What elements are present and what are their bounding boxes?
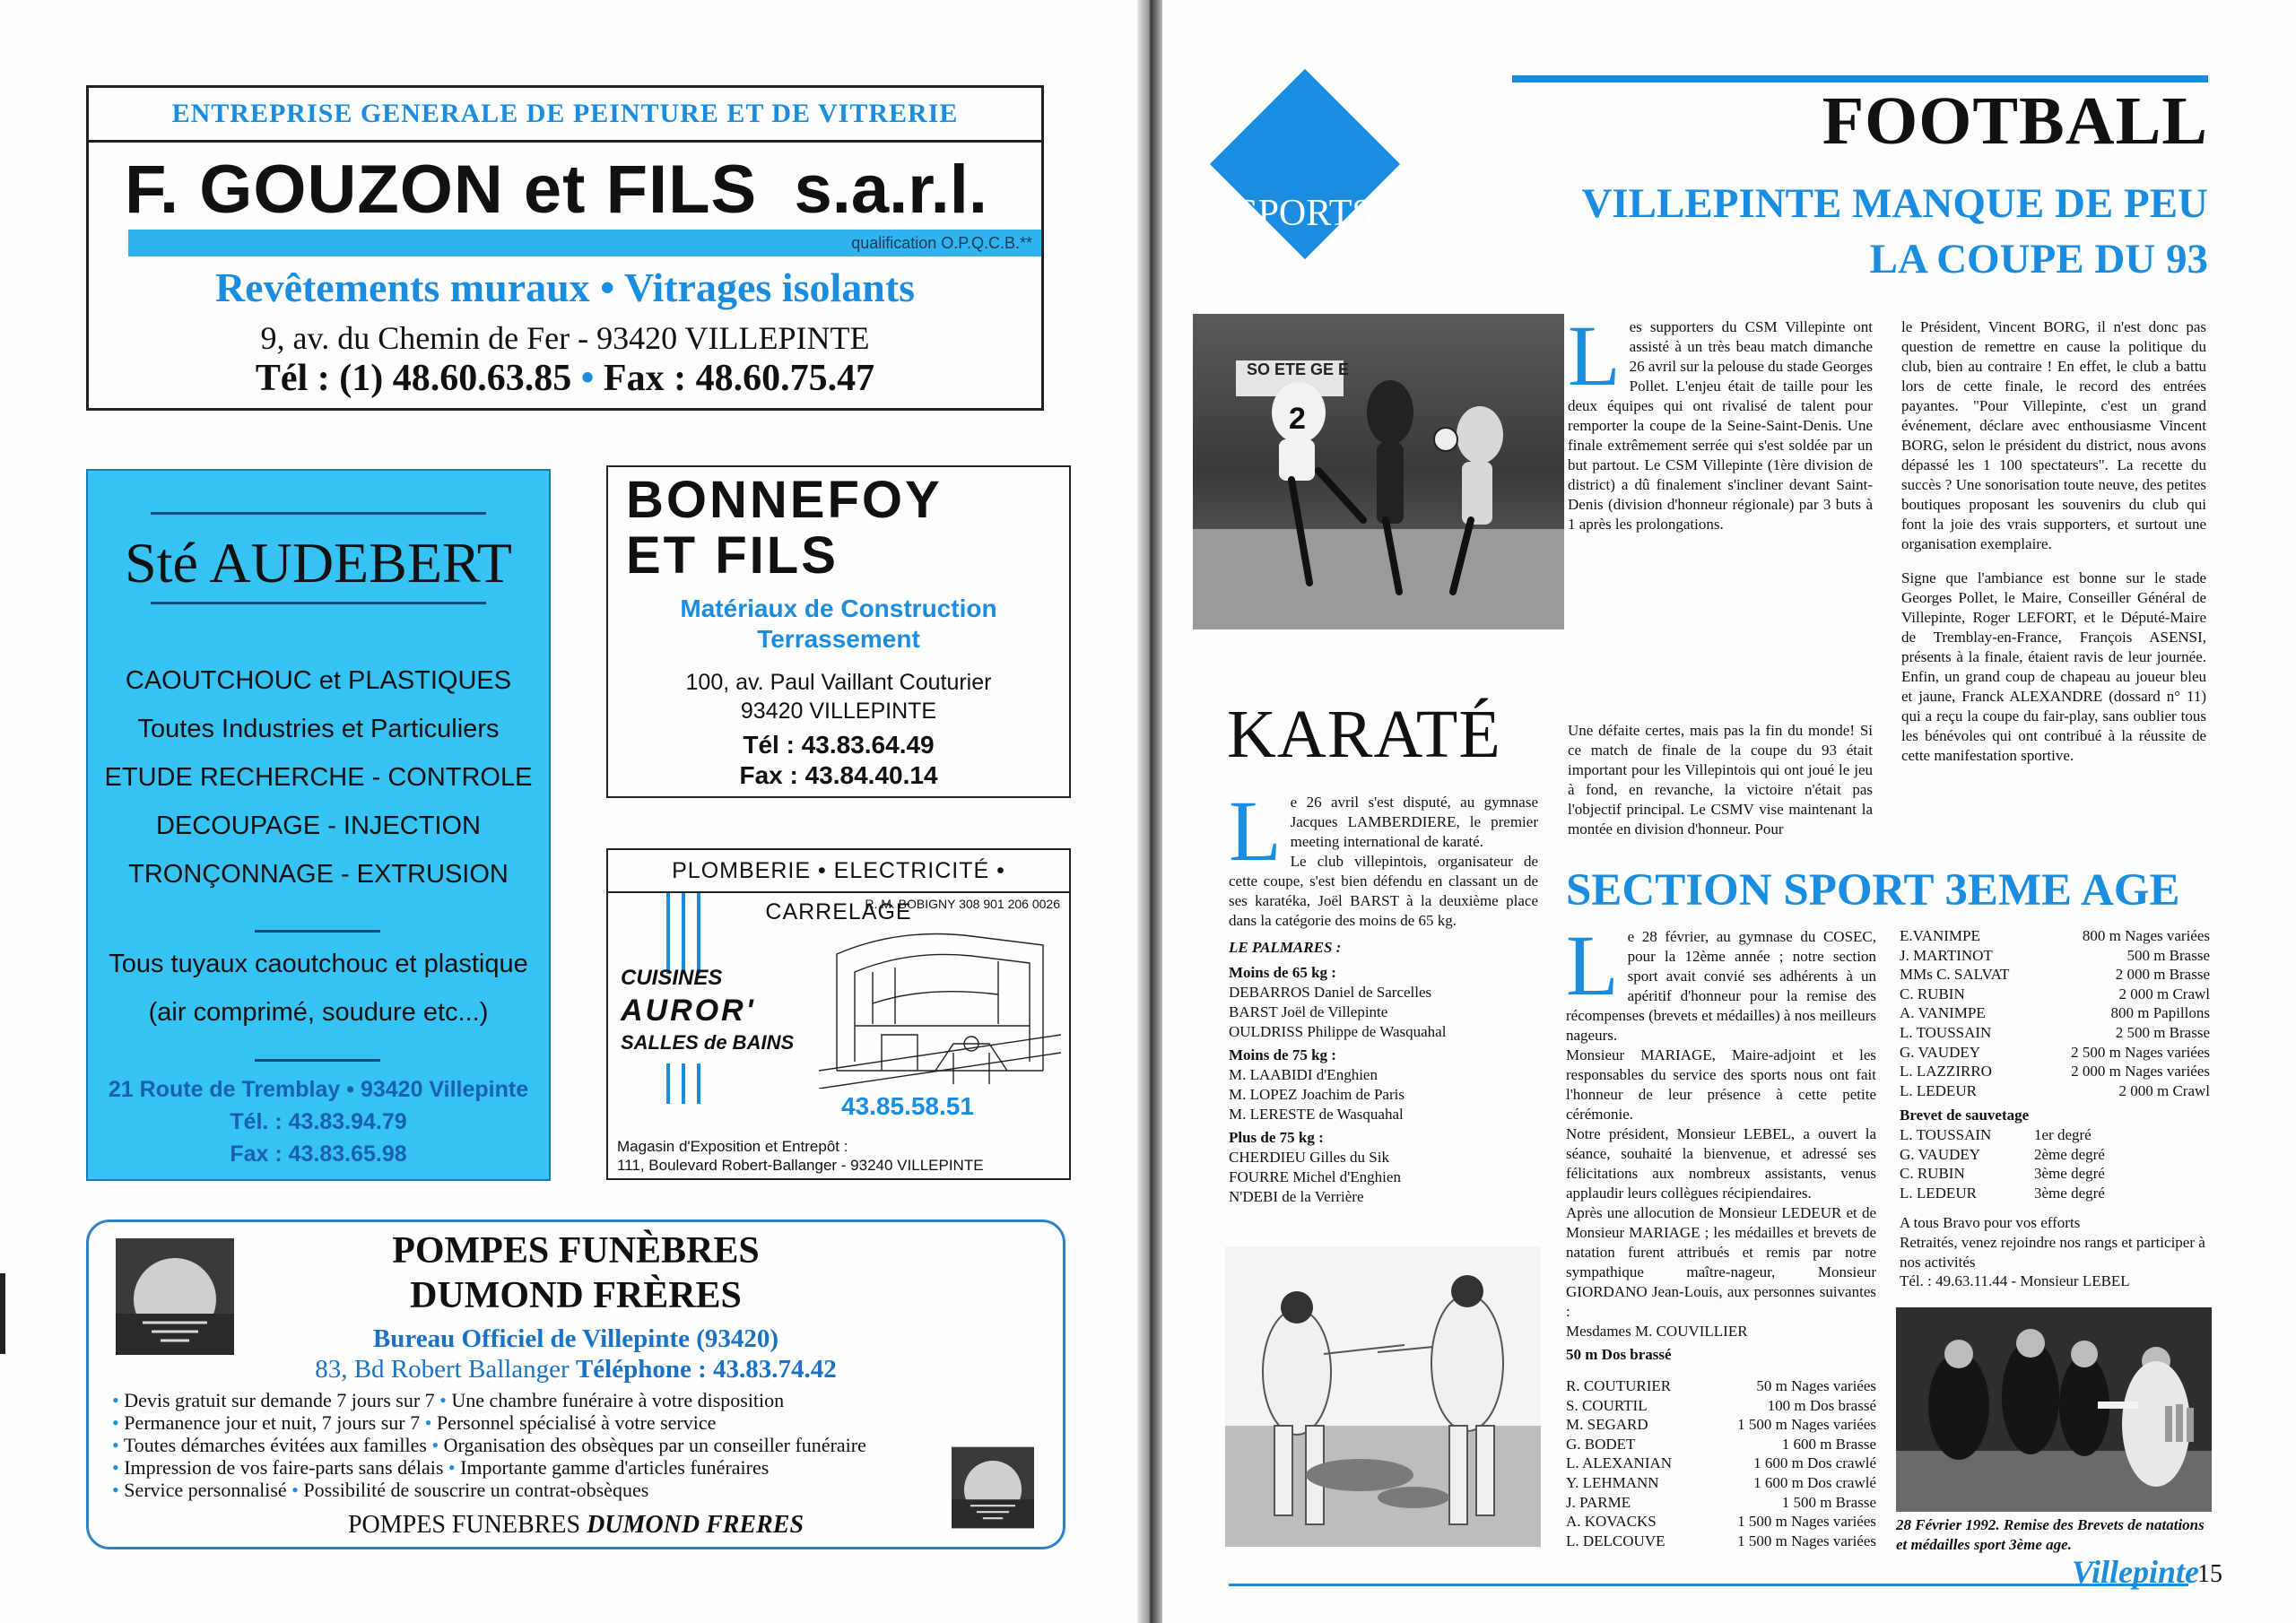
ad-pompes-bureau: Bureau Officiel de Villepinte (93420): [372, 1324, 779, 1353]
ad-audebert: [86, 469, 551, 1181]
result-value: 3ème degré: [2034, 1184, 2105, 1202]
karate-category: Plus de 75 kg :: [1229, 1129, 1324, 1146]
result-value: 2 000 m Crawl: [2118, 985, 2210, 1002]
result-value: 100 m Dos brassé: [1767, 1396, 1876, 1414]
result-value: 1 600 m Brasse: [1781, 1435, 1876, 1453]
football-subtitle-line: VILLEPINTE MANQUE DE PEU: [1581, 180, 2208, 227]
dropcap: L: [1229, 783, 1282, 879]
result-name: C. RUBIN: [1900, 1165, 1965, 1183]
result-name: L. LAZZIRRO: [1900, 1063, 1992, 1081]
page-edge-mark: [0, 1273, 5, 1354]
bullet-text: Organisation des obsèques par un conseiller funéraire: [443, 1434, 866, 1456]
ad-gouzon-name: F. GOUZON et FILS: [125, 152, 758, 228]
bullet-line: • Permanence jour et nuit, 7 jours sur 7 • Personnel spécialisé à votre service: [112, 1411, 717, 1434]
ad-pompes-address-line: [89, 1355, 1063, 1384]
ad-bonnefoy-name-line: BONNEFOY: [626, 471, 943, 529]
ad-auror-logo: [621, 962, 794, 1059]
page-number: 15: [2197, 1560, 2222, 1588]
result-value: 3ème degré: [2034, 1165, 2105, 1183]
result-value: 1 500 m Brasse: [1781, 1493, 1876, 1511]
result-name: J. PARME: [1566, 1493, 1631, 1511]
ad-gouzon-qualification: qualification O.P.Q.C.B.**: [851, 234, 1032, 252]
brevet-title: Brevet de sauvetage: [1900, 1107, 2030, 1124]
result-name: MMs C. SALVAT: [1900, 966, 2010, 984]
karate-text: [1229, 783, 1538, 1207]
ad-bonnefoy-tel: Tél : 43.83.64.49: [743, 731, 935, 759]
ad-audebert-tuyaux: Tous tuyaux caoutchouc et plastique: [109, 950, 528, 978]
result-value: 1 600 m Dos crawlé: [1753, 1473, 1876, 1491]
result-value: 500 m Brasse: [2126, 946, 2210, 964]
table-row: [1566, 1415, 1876, 1435]
contact-text: Tél. : 49.63.11.44 - Monsieur LEBEL: [1900, 1272, 2130, 1290]
table-row: [1900, 1003, 2210, 1023]
bullet-line: • Impression de vos faire-parts sans délais • Importante gamme d'articles funéraires: [112, 1456, 770, 1479]
table-row: [1900, 965, 2210, 985]
result-name: L. TOUSSAIN: [1900, 1125, 1992, 1143]
ad-pompes-signature-text: POMPES FUNEBRES: [347, 1511, 581, 1539]
result-name: L. TOUSSAIN: [1900, 1023, 1992, 1041]
villepinte-logo: Villepinte: [2072, 1554, 2200, 1590]
bullet-text: Impression de vos faire-parts sans délais: [124, 1456, 444, 1479]
ad-audebert-fax: Fax : 43.83.65.98: [230, 1141, 407, 1167]
table-row: [1900, 1043, 2210, 1063]
table-row: [1566, 1512, 1876, 1532]
result-value: 2 500 m Nages variées: [2071, 1043, 2210, 1061]
shirt-number: 2: [1289, 402, 1306, 436]
result-name: J. MARTINOT: [1900, 946, 1993, 964]
result-name: L. LEDEUR: [1900, 1184, 1977, 1202]
ad-audebert-line: ETUDE RECHERCHE - CONTROLE: [104, 763, 533, 792]
karate-name: FOURRE Michel d'Enghien: [1229, 1168, 1401, 1185]
result-name: Y. LEHMANN: [1566, 1473, 1659, 1491]
football-text: Signe que l'ambiance est bonne sur le stade Georges Pollet, le Maire, Conseiller Général de Villepinte, Roger LEFORT, et le Député-Maire de Tremblay-en-France, François ASENSI, présents à la finale, étaient ravis de leur journée. Enfin, un grand coup de chapeau au joueur bleu et jaune, Franck ALEXANDRE (dossard n° 11) qui a reçu la coupe du fair-play, sans oublier tous les bénévoles qui ont contribué à la réussite de cette manifestation sportive.: [1901, 569, 2206, 764]
ceremony-photo: [1896, 1307, 2212, 1512]
result-name: L. DELCOUVE: [1566, 1532, 1665, 1549]
karate-name: M. LOPEZ Joachim de Paris: [1229, 1086, 1405, 1103]
result-value: 2ème degré: [2034, 1145, 2105, 1163]
ad-pompes-bullets: [112, 1389, 866, 1501]
ad-bonnefoy-address: 100, av. Paul Vaillant Couturier: [685, 670, 992, 695]
ad-audebert-line: Toutes Industries et Particuliers: [137, 715, 500, 743]
table-row: [1900, 1062, 2210, 1081]
karate-name: BARST Joël de Villepinte: [1229, 1003, 1388, 1020]
result-name: M. SEGARD: [1566, 1416, 1648, 1434]
retraites-text: Retraités, venez rejoindre nos rangs et participer à nos activités: [1900, 1233, 2205, 1271]
ad-audebert-line: TRONÇONNAGE - EXTRUSION: [128, 860, 509, 889]
result-name: E.VANIMPE: [1900, 927, 1980, 944]
result-value: 1 500 m Nages variées: [1737, 1513, 1876, 1531]
result-value: 800 m Papillons: [2110, 1004, 2210, 1022]
ad-audebert-address: 21 Route de Tremblay • 93420 Villepinte: [108, 1077, 529, 1102]
table-row: [1900, 946, 2210, 966]
football-subtitle-line: LA COUPE DU 93: [1869, 236, 2208, 282]
results-table-2: [1900, 926, 2210, 1291]
rule: [151, 602, 486, 604]
table-row: [1900, 926, 2210, 946]
football-col-2: [1901, 317, 2206, 766]
header-rule: [1512, 75, 2208, 82]
table-row: [1900, 1145, 2210, 1165]
ad-pompes-funebres: [86, 1219, 1065, 1549]
ad-pompes-signature-name: DUMOND FRERES: [587, 1511, 804, 1539]
result-name: L. ALEXANIAN: [1566, 1454, 1673, 1472]
table-row: [1566, 1473, 1876, 1493]
bullet-text: Permanence jour et nuit, 7 jours sur 7: [124, 1411, 421, 1434]
section-text: [1566, 917, 1876, 1365]
section-dos: 50 m Dos brassé: [1566, 1346, 1672, 1363]
ad-pompes-signature: [89, 1511, 1063, 1540]
ad-gouzon: [86, 85, 1044, 411]
table-row: [1900, 1081, 2210, 1101]
football-photo: [1193, 314, 1564, 629]
table-row: [1900, 1125, 2210, 1145]
ad-auror-showroom: [617, 1137, 984, 1175]
bullet-line: • Service personnalisé • Possibilité de souscrire un contrat-obsèques: [112, 1479, 649, 1501]
ad-auror: [606, 848, 1071, 1180]
bullet-line: • Toutes démarches évitées aux familles • Organisation des obsèques par un conseiller funéraire: [112, 1434, 866, 1456]
karate-body: Le club villepintois, organisateur de cette coupe, s'est bien défendu en classant un de ses karatéka, Joël BARST à la deuxième place dans la catégorie des moins de 65 kg.: [1229, 853, 1538, 929]
ad-pompes-address: 83, Bd Robert Ballanger: [315, 1355, 570, 1384]
section-paragraph: Monsieur MARIAGE, Maire-adjoint et les responsables du service des sports nous ont fait l'honneur de leur présence à cette petite cérémonie.: [1566, 1046, 1876, 1123]
ad-bonnefoy-sub: Matériaux de Construction: [680, 595, 997, 622]
bullet-separator: •: [580, 358, 595, 399]
result-name: S. COURTIL: [1566, 1396, 1648, 1414]
result-value: 2 000 m Crawl: [2118, 1081, 2210, 1099]
table-row: [1900, 985, 2210, 1004]
section-title: SECTION SPORT 3EME AGE: [1566, 865, 2180, 916]
result-name: A. VANIMPE: [1900, 1004, 1986, 1022]
football-subtitle: [1516, 176, 2208, 287]
ad-auror-logo-line: SALLES de BAINS: [621, 1031, 795, 1054]
ad-pompes-title: POMPES FUNÈBRES: [392, 1230, 760, 1271]
football-col-1b: [1568, 721, 1873, 839]
rule: [255, 1059, 380, 1062]
ad-pompes-phone: Téléphone : 43.83.74.42: [575, 1355, 837, 1384]
ad-bonnefoy-fax: Fax : 43.84.40.14: [739, 761, 938, 789]
ad-gouzon-sarl: s.a.r.l.: [794, 152, 987, 228]
results-table-1: [1566, 1376, 1876, 1550]
football-title: FOOTBALL: [1822, 83, 2208, 159]
karate-name: CHERDIEU Gilles du Sik: [1229, 1149, 1389, 1166]
table-row: [1900, 1023, 2210, 1043]
ad-gouzon-address: 9, av. du Chemin de Fer - 93420 VILLEPINTE: [260, 320, 870, 356]
result-name: C. RUBIN: [1900, 985, 1965, 1002]
ad-bonnefoy: [606, 465, 1071, 798]
ad-audebert-tuyaux: (air comprimé, soudure etc...): [148, 998, 489, 1027]
karate-category: Moins de 75 kg :: [1229, 1046, 1336, 1063]
ad-auror-logo-line: CUISINES: [621, 966, 723, 990]
ad-gouzon-tel: Tél : (1) 48.60.63.85: [255, 358, 572, 399]
bravo-text: A tous Bravo pour vos efforts: [1900, 1214, 2081, 1232]
ad-gouzon-fax: Fax : 48.60.75.47: [603, 358, 875, 399]
ad-auror-showroom-line: 111, Boulevard Robert-Ballanger - 93240 VILLEPINTE: [617, 1157, 984, 1174]
photo-banner-text: SO ETE GE E: [1247, 360, 1350, 378]
rule: [151, 512, 486, 515]
table-row: [1900, 1184, 2210, 1203]
bullet-text: Importante gamme d'articles funéraires: [460, 1456, 770, 1479]
result-value: 2 000 m Brasse: [2115, 966, 2210, 984]
result-value: 1 600 m Dos crawlé: [1753, 1454, 1876, 1472]
karate-category: Moins de 65 kg :: [1229, 964, 1336, 981]
ceremony-caption: 28 Février 1992. Remise des Brevets de natations et médailles sport 3ème age.: [1896, 1516, 2205, 1553]
football-col-1: [1568, 308, 1873, 534]
ad-auror-heading: PLOMBERIE • ELECTRICITÉ • CARRELAGE: [608, 850, 1069, 893]
ad-auror-rcs: R. M. BOBIGNY 308 901 206 0026: [865, 897, 1060, 911]
bullet-text: Toutes démarches évitées aux familles: [123, 1434, 427, 1456]
football-text: le Président, Vincent BORG, il n'est donc pas question de remettre en cause la politique du club, bien au contraire ! En effet, le club a battu lors de cette finale, le record des entrées payantes. "Pour Villepinte, c'est un grand événement, déclare avec enthousiasme Vincent BORG, selon le président du district, nous avons dépassé les 1 100 spectateurs". La recette du succès ? Une sonorisation toute neuve, des petites boutiques proposant les souvenirs du club qui font la joie des vrais supporters, et surtout une organisation exemplaire.: [1901, 318, 2206, 552]
result-name: R. COUTURIER: [1566, 1377, 1672, 1394]
footer-rule: [1229, 1584, 2188, 1586]
table-row: [1566, 1396, 1876, 1416]
rule: [255, 930, 380, 933]
result-name: G. BODET: [1566, 1435, 1636, 1453]
ad-auror-logo-line: AUROR': [621, 994, 756, 1028]
section-paragraph: Notre président, Monsieur LEBEL, a ouvert la séance, souhaité la bienvenue, et adressé ses félicitations aux nombreux assistants, venus applaudir leurs collègues récipiendaires.: [1566, 1125, 1876, 1202]
result-value: 1 500 m Nages variées: [1737, 1416, 1876, 1434]
result-value: 800 m Nages variées: [2082, 927, 2210, 944]
karate-intro: e 26 avril s'est disputé, au gymnase Jacques LAMBERDIERE, le premier meeting international de karaté.: [1290, 794, 1538, 850]
ad-audebert-line: DECOUPAGE - INJECTION: [156, 812, 481, 840]
karate-name: M. LERESTE de Wasquahal: [1229, 1106, 1404, 1123]
kitchen-illustration-icon: [819, 918, 1061, 1089]
bullet-text: Une chambre funéraire à votre disposition: [451, 1389, 785, 1411]
bullet-text: Devis gratuit sur demande 7 jours sur 7: [124, 1389, 435, 1411]
karate-results: [1229, 963, 1538, 1207]
result-name: G. VAUDEY: [1900, 1145, 1981, 1163]
ad-gouzon-contact: [89, 357, 1041, 400]
table-row: [1566, 1376, 1876, 1396]
karate-name: DEBARROS Daniel de Sarcelles: [1229, 984, 1432, 1001]
karate-palmares: LE PALMARES :: [1229, 939, 1342, 956]
table-row: [1900, 1164, 2210, 1184]
bullet-line: • Devis gratuit sur demande 7 jours sur 7 • Une chambre funéraire à votre disposition: [112, 1389, 785, 1411]
football-text: es supporters du CSM Villepinte ont assisté à un très beau match dimanche 26 avril sur la pelouse du stade Georges Pollet. L'enjeu était de taille pour les deux équipes qui ont rivalisé de talent pour remporter la coupe de la Seine-Saint-Denis. Une finale extrêmement serrée qui s'est soldée par un but partout. Le CSM Villepinte (1ère division de district) a dû finalement s'incliner devant Saint-Denis (division d'honneur régionale) par 3 buts à 1 après les prolongations.: [1568, 318, 1873, 533]
bullet-text: Personnel spécialisé à votre service: [436, 1411, 717, 1434]
result-name: G. VAUDEY: [1900, 1043, 1981, 1061]
karate-name: OULDRISS Philippe de Wasquahal: [1229, 1023, 1447, 1040]
table-row: [1566, 1493, 1876, 1513]
ad-audebert-title: Sté AUDEBERT: [125, 531, 512, 595]
dropcap: L: [1566, 917, 1619, 1013]
dropcap: L: [1568, 308, 1621, 404]
ad-bonnefoy-sub: Terrassement: [757, 625, 920, 653]
ad-audebert-tel: Tél. : 43.83.94.79: [230, 1109, 407, 1134]
karate-photo: [1225, 1246, 1541, 1547]
ad-gouzon-bar: [128, 230, 1041, 256]
result-name: A. KOVACKS: [1566, 1513, 1657, 1531]
page-gutter: [1137, 0, 1162, 1623]
ad-bonnefoy-name-line: ET FILS: [626, 526, 839, 585]
ad-audebert-line: CAOUTCHOUC et PLASTIQUES: [125, 666, 512, 695]
section-paragraph: e 28 février, au gymnase du COSEC, pour la 12ème année ; notre section sport avait convié ses adhérents à un apéritif d'honneur pour la remise des récompenses (brevets et médailles) à nos meilleurs nageurs.: [1566, 928, 1876, 1044]
table-row: [1566, 1435, 1876, 1454]
bullet-text: Service personnalisé: [124, 1479, 287, 1501]
karate-title: KARATÉ: [1227, 697, 1501, 772]
result-value: 2 000 m Nages variées: [2071, 1063, 2210, 1081]
ad-auror-showroom-line: Magasin d'Exposition et Entrepôt :: [617, 1138, 848, 1155]
sports-label: SPORTS: [1237, 193, 1373, 234]
result-value: 2 500 m Brasse: [2115, 1023, 2210, 1041]
ad-gouzon-services: Revêtements muraux • Vitrages isolants: [214, 265, 916, 310]
bullet-text: Possibilité de souscrire un contrat-obsèques: [303, 1479, 649, 1501]
result-value: 1er degré: [2034, 1125, 2092, 1143]
ad-gouzon-heading: ENTREPRISE GENERALE DE PEINTURE ET DE VITRERIE: [89, 88, 1041, 143]
table-row: [1566, 1454, 1876, 1473]
result-value: 50 m Nages variées: [1756, 1377, 1876, 1394]
result-value: 1 500 m Nages variées: [1737, 1532, 1876, 1549]
karate-name: M. LAABIDI d'Enghien: [1229, 1066, 1378, 1083]
section-mesdames: Mesdames M. COUVILLIER: [1566, 1323, 1748, 1340]
ad-pompes-title: DUMOND FRÈRES: [410, 1275, 742, 1316]
ad-bonnefoy-address: 93420 VILLEPINTE: [740, 699, 937, 724]
ad-auror-phone: 43.85.58.51: [841, 1092, 974, 1120]
football-text: Une défaite certes, mais pas la fin du monde! Si ce match de finale de la coupe du 93 était important pour les Villepintois qui ont joué le jeu à fond, en revanche, la victoire n'était pas l'objectif principal. Le CSMV vise maintenant la montée en division d'honneur. Pour: [1568, 722, 1873, 838]
table-row: [1566, 1532, 1876, 1551]
karate-name: N'DEBI de la Verrière: [1229, 1188, 1364, 1205]
ad-bonnefoy-name: [626, 473, 943, 584]
section-paragraph: Après une allocution de Monsieur LEDEUR et de Monsieur MARIAGE ; les médailles et brevets de natation furent attribués et remis par notre sympathique maître-nageur, Monsieur GIORDANO Jean-Louis, aux personnes suivantes :: [1566, 1204, 1876, 1320]
result-name: L. LEDEUR: [1900, 1081, 1977, 1099]
